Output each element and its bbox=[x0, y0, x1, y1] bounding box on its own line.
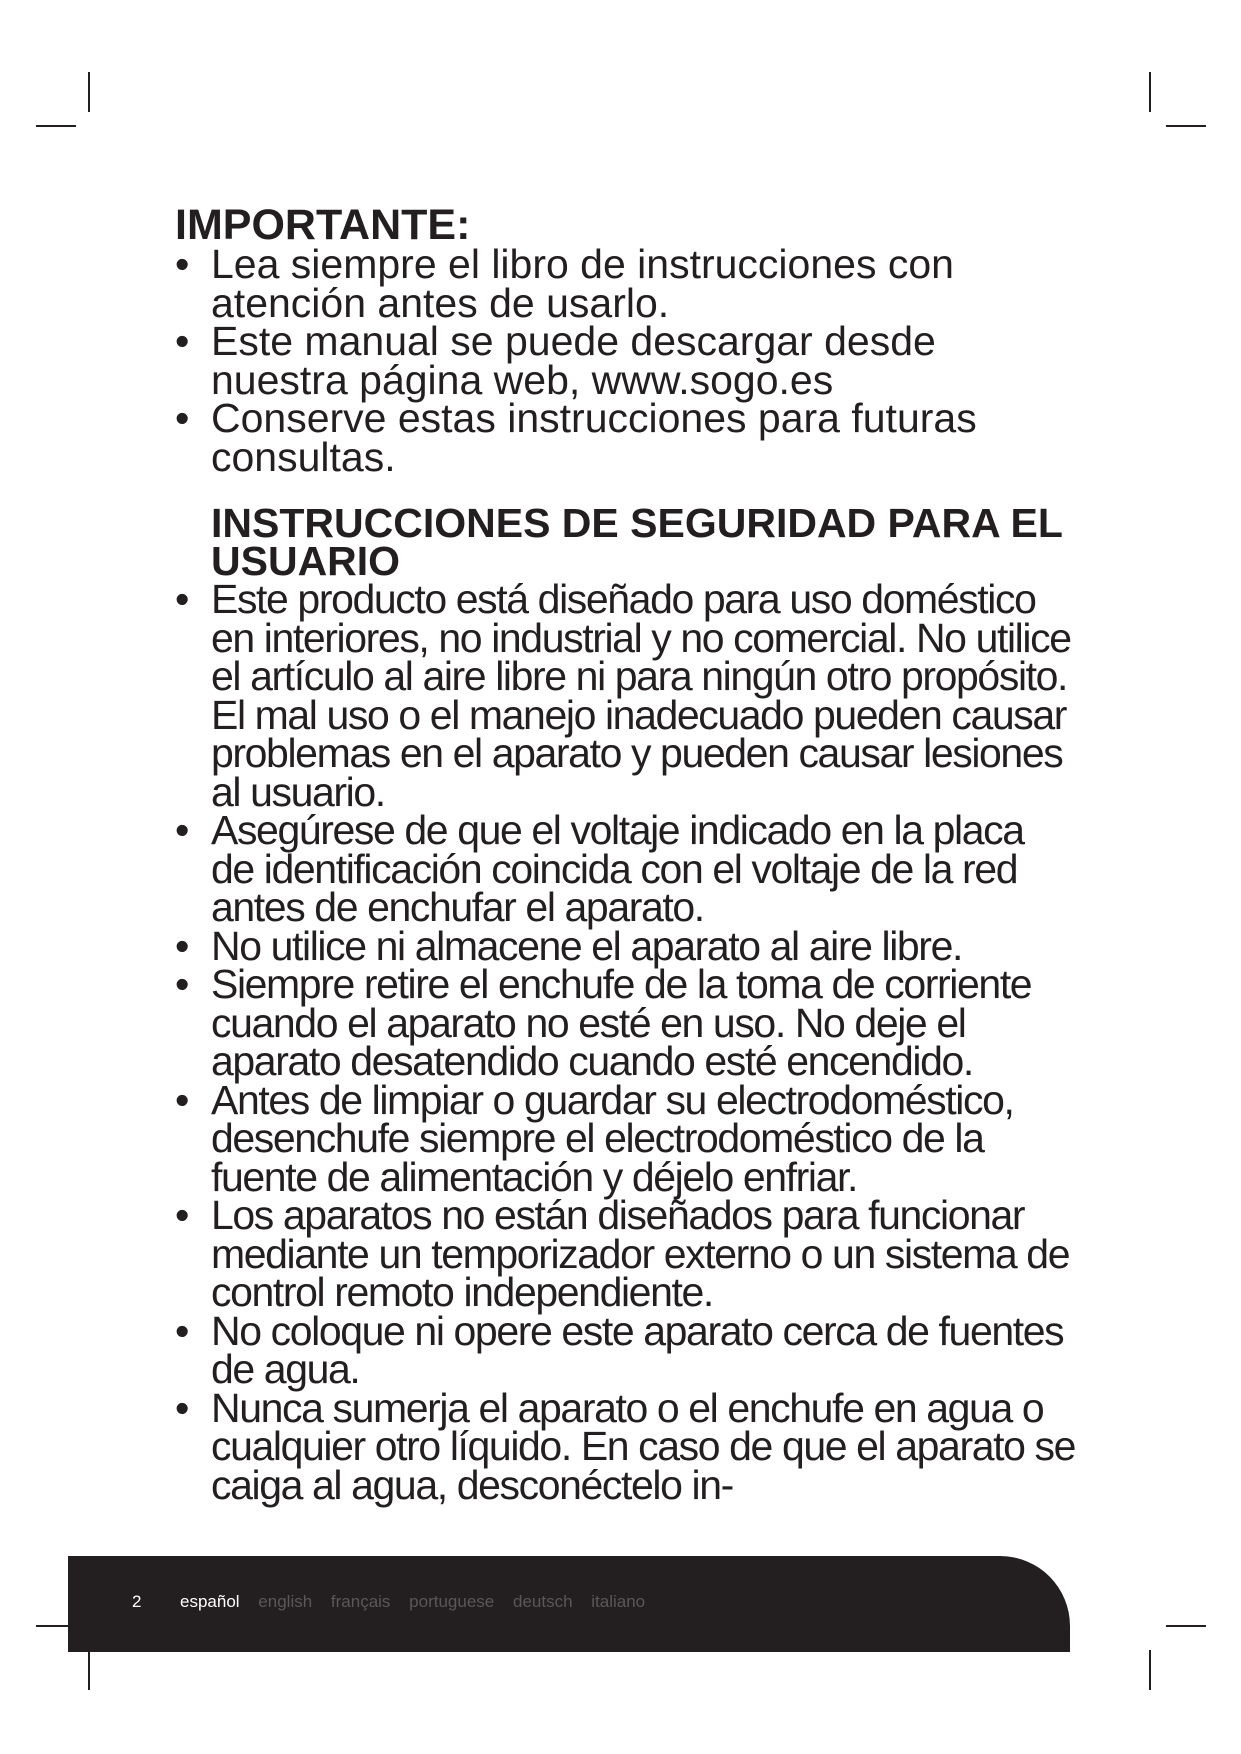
crop-mark-top-left-horizontal bbox=[36, 125, 76, 127]
list-item: • Lea siempre el libro de instrucciones con atención antes de usarlo. bbox=[175, 245, 1075, 322]
list-item: • Siempre retire el enchufe de la toma de corriente cuando el aparato no esté en uso. No deje el aparato desatendido cuando esté encendido. bbox=[175, 965, 1075, 1081]
language-nav bbox=[180, 1592, 659, 1612]
document-body bbox=[175, 201, 1075, 1508]
crop-mark-bottom-right-horizontal bbox=[1166, 1625, 1206, 1627]
crop-mark-bottom-left-vertical bbox=[88, 1650, 90, 1690]
list-item: • Este producto está diseñado para uso doméstico en interiores, no industrial y no comercial. No utilice el artículo al aire libre ni para ningún otro propósito. El mal uso o el manejo inadecuado pueden causar problemas en el aparato y pueden causar lesiones al usuario. bbox=[175, 580, 1075, 811]
language-english[interactable]: english bbox=[258, 1592, 313, 1611]
language-portuguese[interactable]: portuguese bbox=[409, 1592, 495, 1611]
list-item: • Nunca sumerja el aparato o el enchufe en agua o cualquier otro líquido. En caso de que el aparato se caiga al agua, desconéctelo in- bbox=[175, 1389, 1075, 1505]
language-espanol[interactable]: español bbox=[180, 1592, 240, 1611]
list-item: • Conserve estas instrucciones para futuras consultas. bbox=[175, 399, 1075, 476]
important-heading: IMPORTANTE: bbox=[175, 201, 471, 249]
list-item: • Los aparatos no están diseñados para funcionar mediante un temporizador externo o un sistema de control remoto independiente. bbox=[175, 1196, 1075, 1312]
footer-bar bbox=[68, 1556, 1070, 1652]
safety-list bbox=[175, 576, 1075, 1508]
important-list bbox=[175, 241, 1075, 480]
list-item: • Asegúrese de que el voltaje indicado en la placa de identificación coincida con el voltaje de la red antes de enchufar el aparato. bbox=[175, 811, 1075, 927]
list-item: • Antes de limpiar o guardar su electrodoméstico, desenchufe siempre el electrodoméstico de la fuente de alimentación y déjelo enfriar. bbox=[175, 1081, 1075, 1197]
crop-mark-bottom-right-vertical bbox=[1149, 1650, 1151, 1690]
crop-mark-top-right-vertical bbox=[1149, 72, 1151, 112]
list-item: • No utilice ni almacene el aparato al aire libre. bbox=[175, 927, 1075, 966]
language-deutsch[interactable]: deutsch bbox=[512, 1592, 573, 1611]
page-number: 2 bbox=[132, 1592, 142, 1611]
list-item: • No coloque ni opere este aparato cerca de fuentes de agua. bbox=[175, 1312, 1075, 1389]
language-francais[interactable]: français bbox=[330, 1592, 391, 1611]
crop-mark-top-right-horizontal bbox=[1166, 125, 1206, 127]
list-item: • Este manual se puede descargar desde nuestra página web, www.sogo.es bbox=[175, 322, 1075, 399]
safety-heading: INSTRUCCIONES DE SEGURIDAD PARA EL USUARIO bbox=[211, 500, 1063, 584]
crop-mark-top-left-vertical bbox=[88, 72, 90, 112]
language-italiano[interactable]: italiano bbox=[591, 1592, 646, 1611]
